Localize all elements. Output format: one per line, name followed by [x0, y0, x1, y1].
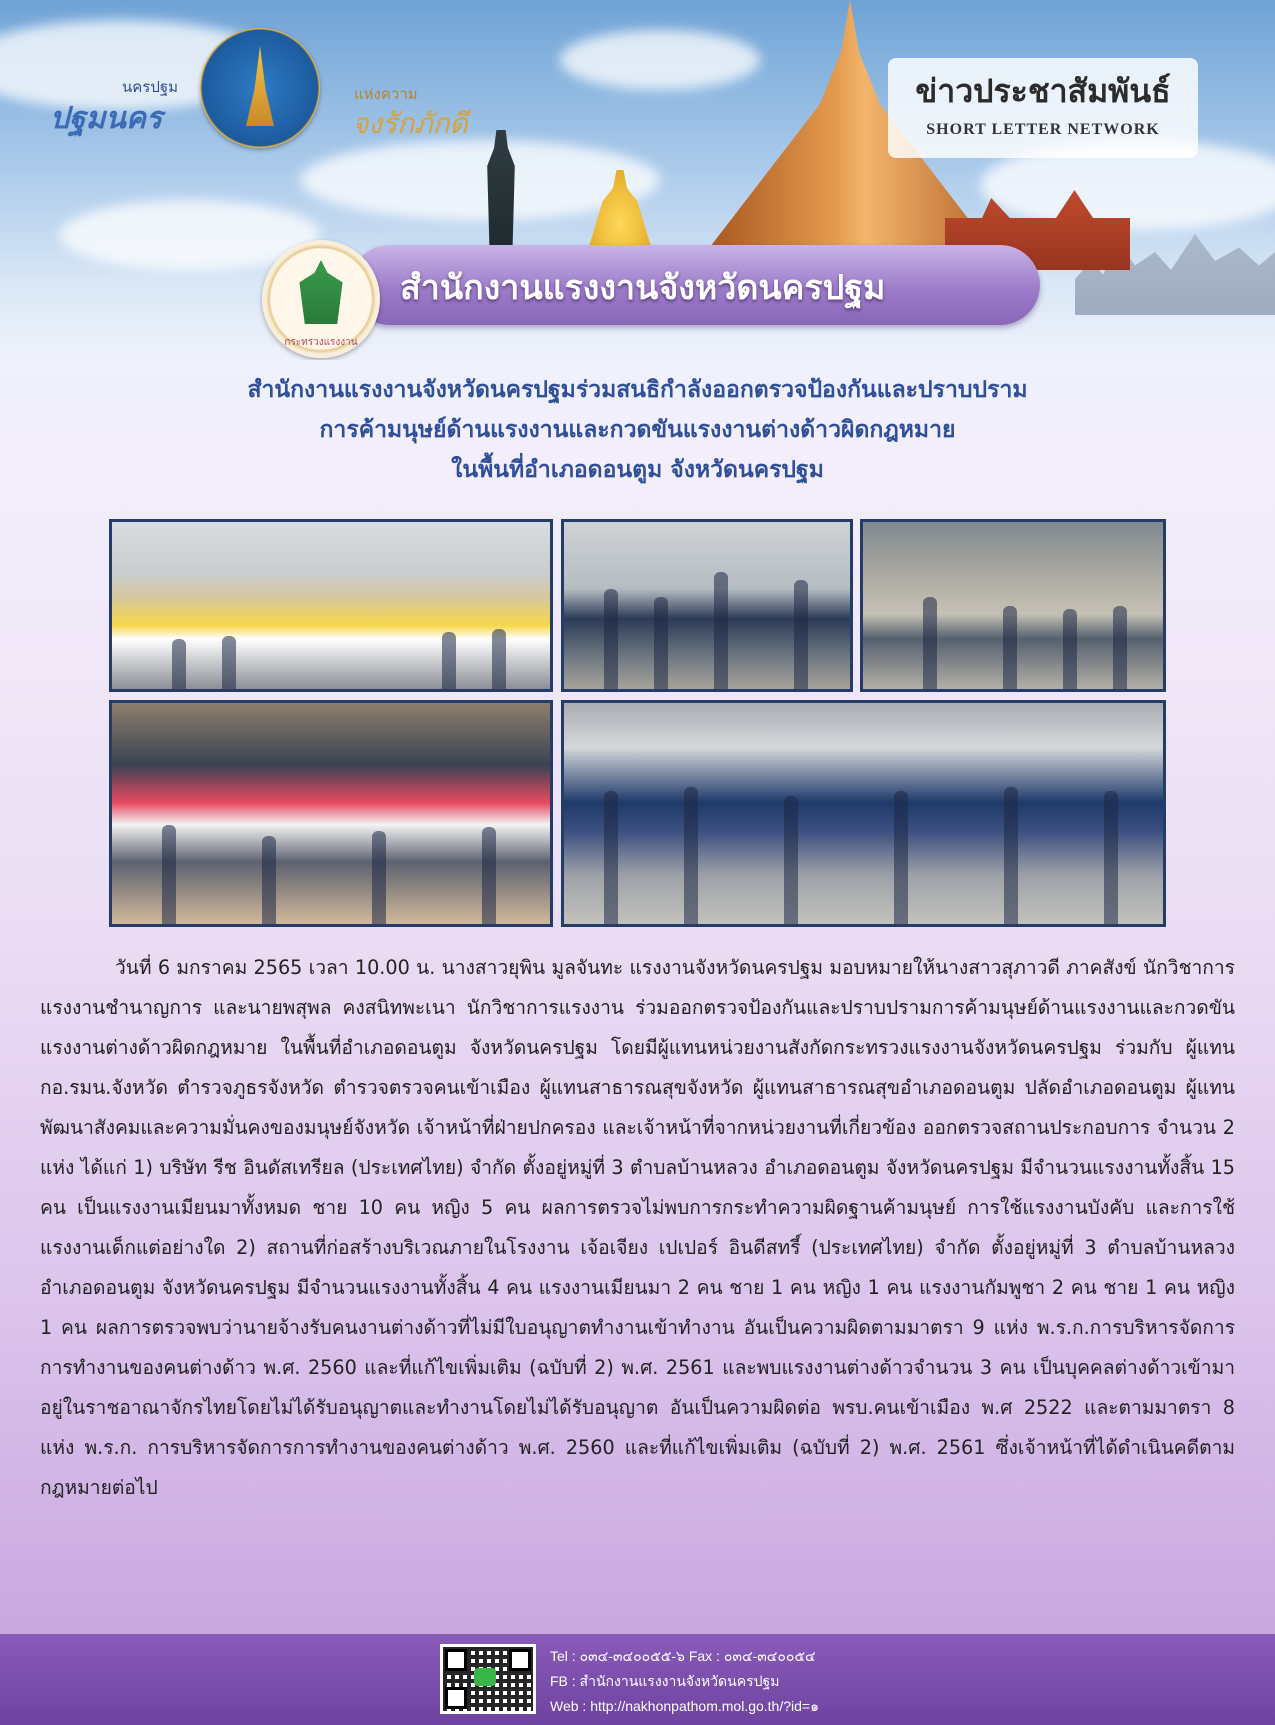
contact-facebook[interactable]: FB : สำนักงานแรงงานจังหวัดนครปฐม [550, 1673, 780, 1689]
news-label-box [888, 58, 1198, 158]
ministry-of-labour-logo-icon [262, 240, 380, 358]
header-banner [0, 0, 1275, 360]
footer [0, 1634, 1275, 1725]
province-seal-icon [200, 28, 320, 148]
headline-line-1: สำนักงานแรงงานจังหวัดนครปฐมร่วมสนธิกำลังออกตรวจป้องกันและปราบปราม [247, 377, 1028, 403]
ministry-caption: กระทรวงแรงงาน [284, 337, 358, 348]
contact-web[interactable]: Web : http://nakhonpathom.mol.go.th/?id=๑ [550, 1698, 819, 1714]
photo-inspection-2 [860, 519, 1166, 692]
headline-line-2: การค้ามนุษย์ด้านแรงงานและกวดขันแรงงานต่างด้าวผิดกฎหมาย [319, 417, 956, 443]
photo-inspection-1 [561, 519, 853, 692]
qr-code-icon[interactable] [440, 1644, 536, 1714]
photo-meeting-room [109, 519, 553, 692]
loyalty-logo: แห่งความ จงรักภักดี [352, 86, 468, 139]
contact-tel: Tel : ๐๓๔-๓๔๐๐๕๕-๖ Fax : ๐๓๔-๓๔๐๐๕๔ [550, 1648, 816, 1664]
pathom-nakhon-logo: นครปฐม ปฐมนคร [50, 79, 179, 135]
org-name: สำนักงานแรงงานจังหวัดนครปฐม [400, 268, 886, 308]
news-subtitle: SHORT LETTER NETWORK [926, 121, 1160, 138]
photo-group-banner [109, 700, 553, 927]
headline-line-3: ในพื้นที่อำเภอดอนตูม จังหวัดนครปฐม [451, 457, 824, 483]
org-name-banner [350, 245, 1040, 325]
line-app-icon [474, 1668, 496, 1686]
photo-group-officials [561, 700, 1166, 927]
article-body: วันที่ 6 มกราคม 2565 เวลา 10.00 น. นางสาวยุพิน มูลจันทะ แรงงานจังหวัดนครปฐม มอบหมายให้นางสาวสุภาวดี ภาคสังข์ นักวิชาการแรงงานชำนาญการ และนายพสุพล คงสนิทพะเนา นักวิชาการแรงงาน ร่วมออกตรวจป้องกันและปราบปรามการค้ามนุษย์ด้านแรงงานและกวดขันแรงงานต่างด้าวผิดกฎหมาย ในพื้นที่อำเภอดอนตูม จังหวัดนครปฐม โดยมีผู้แทนหน่วยงานสังกัดกระทรวงแรงงานจังหวัดนครปฐม ร่วมกับ ผู้แทนกอ.รมน.จังหวัด ตำรวจภูธรจังหวัด ตำรวจตรวจคนเข้าเมือง ผู้แทนสาธารณสุขจังหวัด ผู้แทนสาธารณสุขอำเภอดอนตูม ปลัดอำเภอดอนตูม ผู้แทนพัฒนาสังคมและความมั่นคงของมนุษย์จังหวัด เจ้าหน้าที่ฝ่ายปกครอง และเจ้าหน้าที่จากหน่วยงานที่เกี่ยวข้อง ออกตรวจสถานประกอบการ จำนวน 2 แห่ง ได้แก่ 1) บริษัท รีช อินดัสเทรียล (ประเทศไทย) จำกัด ตั้งอยู่หมู่ที่ 3 ตำบลบ้านหลวง อำเภอดอนตูม จังหวัดนครปฐม มีจำนวนแรงงานทั้งสิ้น 15 คน เป็นแรงงานเมียนมาทั้งหมด ชาย 10 คน หญิง 5 คน ผลการตรวจไม่พบการกระทำความผิดฐานค้ามนุษย์ การใช้แรงงานบังคับ และการใช้แรงงานเด็กแต่อย่างใด 2) สถานที่ก่อสร้างบริเวณภายในโรงงาน เจ้อเจียง เปเปอร์ อินดีสทรี์ (ประเทศไทย) จำกัด ตั้งอยู่หมู่ที่ 3 ตำบลบ้านหลวง อำเภอดอนตูม จังหวัดนครปฐม มีจำนวนแรงงานทั้งสิ้น 4 คน แรงงานเมียนมา 2 คน ชาย 1 คน หญิง 1 คน แรงงานกัมพูชา 2 คน ชาย 1 คน หญิง 1 คน ผลการตรวจพบว่านายจ้างรับคนงานต่างด้าวที่ไม่มีใบอนุญาตทำงานเข้าทำงาน อันเป็นความผิดตามมาตรา 9 แห่ง พ.ร.ก.การบริหารจัดการการทำงานของคนต่างด้าว พ.ศ. 2560 และที่แก้ไขเพิ่มเติม (ฉบับที่ 2) พ.ศ. 2561 และพบแรงงานต่างด้าวจำนวน 3 คน เป็นบุคคลต่างด้าวเข้ามาอยู่ในราชอาณาจักรไทยโดยไม่ได้รับอนุญาตและทำงานโดยไม่ได้รับอนุญาต อันเป็นความผิดต่อ พรบ.คนเข้าเมือง พ.ศ 2522 และตามมาตรา 8 แห่ง พ.ร.ก. การบริหารจัดการการทำงานของคนต่างด้าว พ.ศ. 2560 และที่แก้ไขเพิ่มเติม (ฉบับที่ 2) พ.ศ. 2561 ซึ่งเจ้าหน้าที่ได้ดำเนินคดีตามกฎหมายต่อไป [40, 956, 1235, 1499]
news-title: ข่าวประชาสัมพันธ์ [915, 72, 1171, 110]
contact-info [550, 1644, 819, 1719]
headline [60, 370, 1215, 490]
